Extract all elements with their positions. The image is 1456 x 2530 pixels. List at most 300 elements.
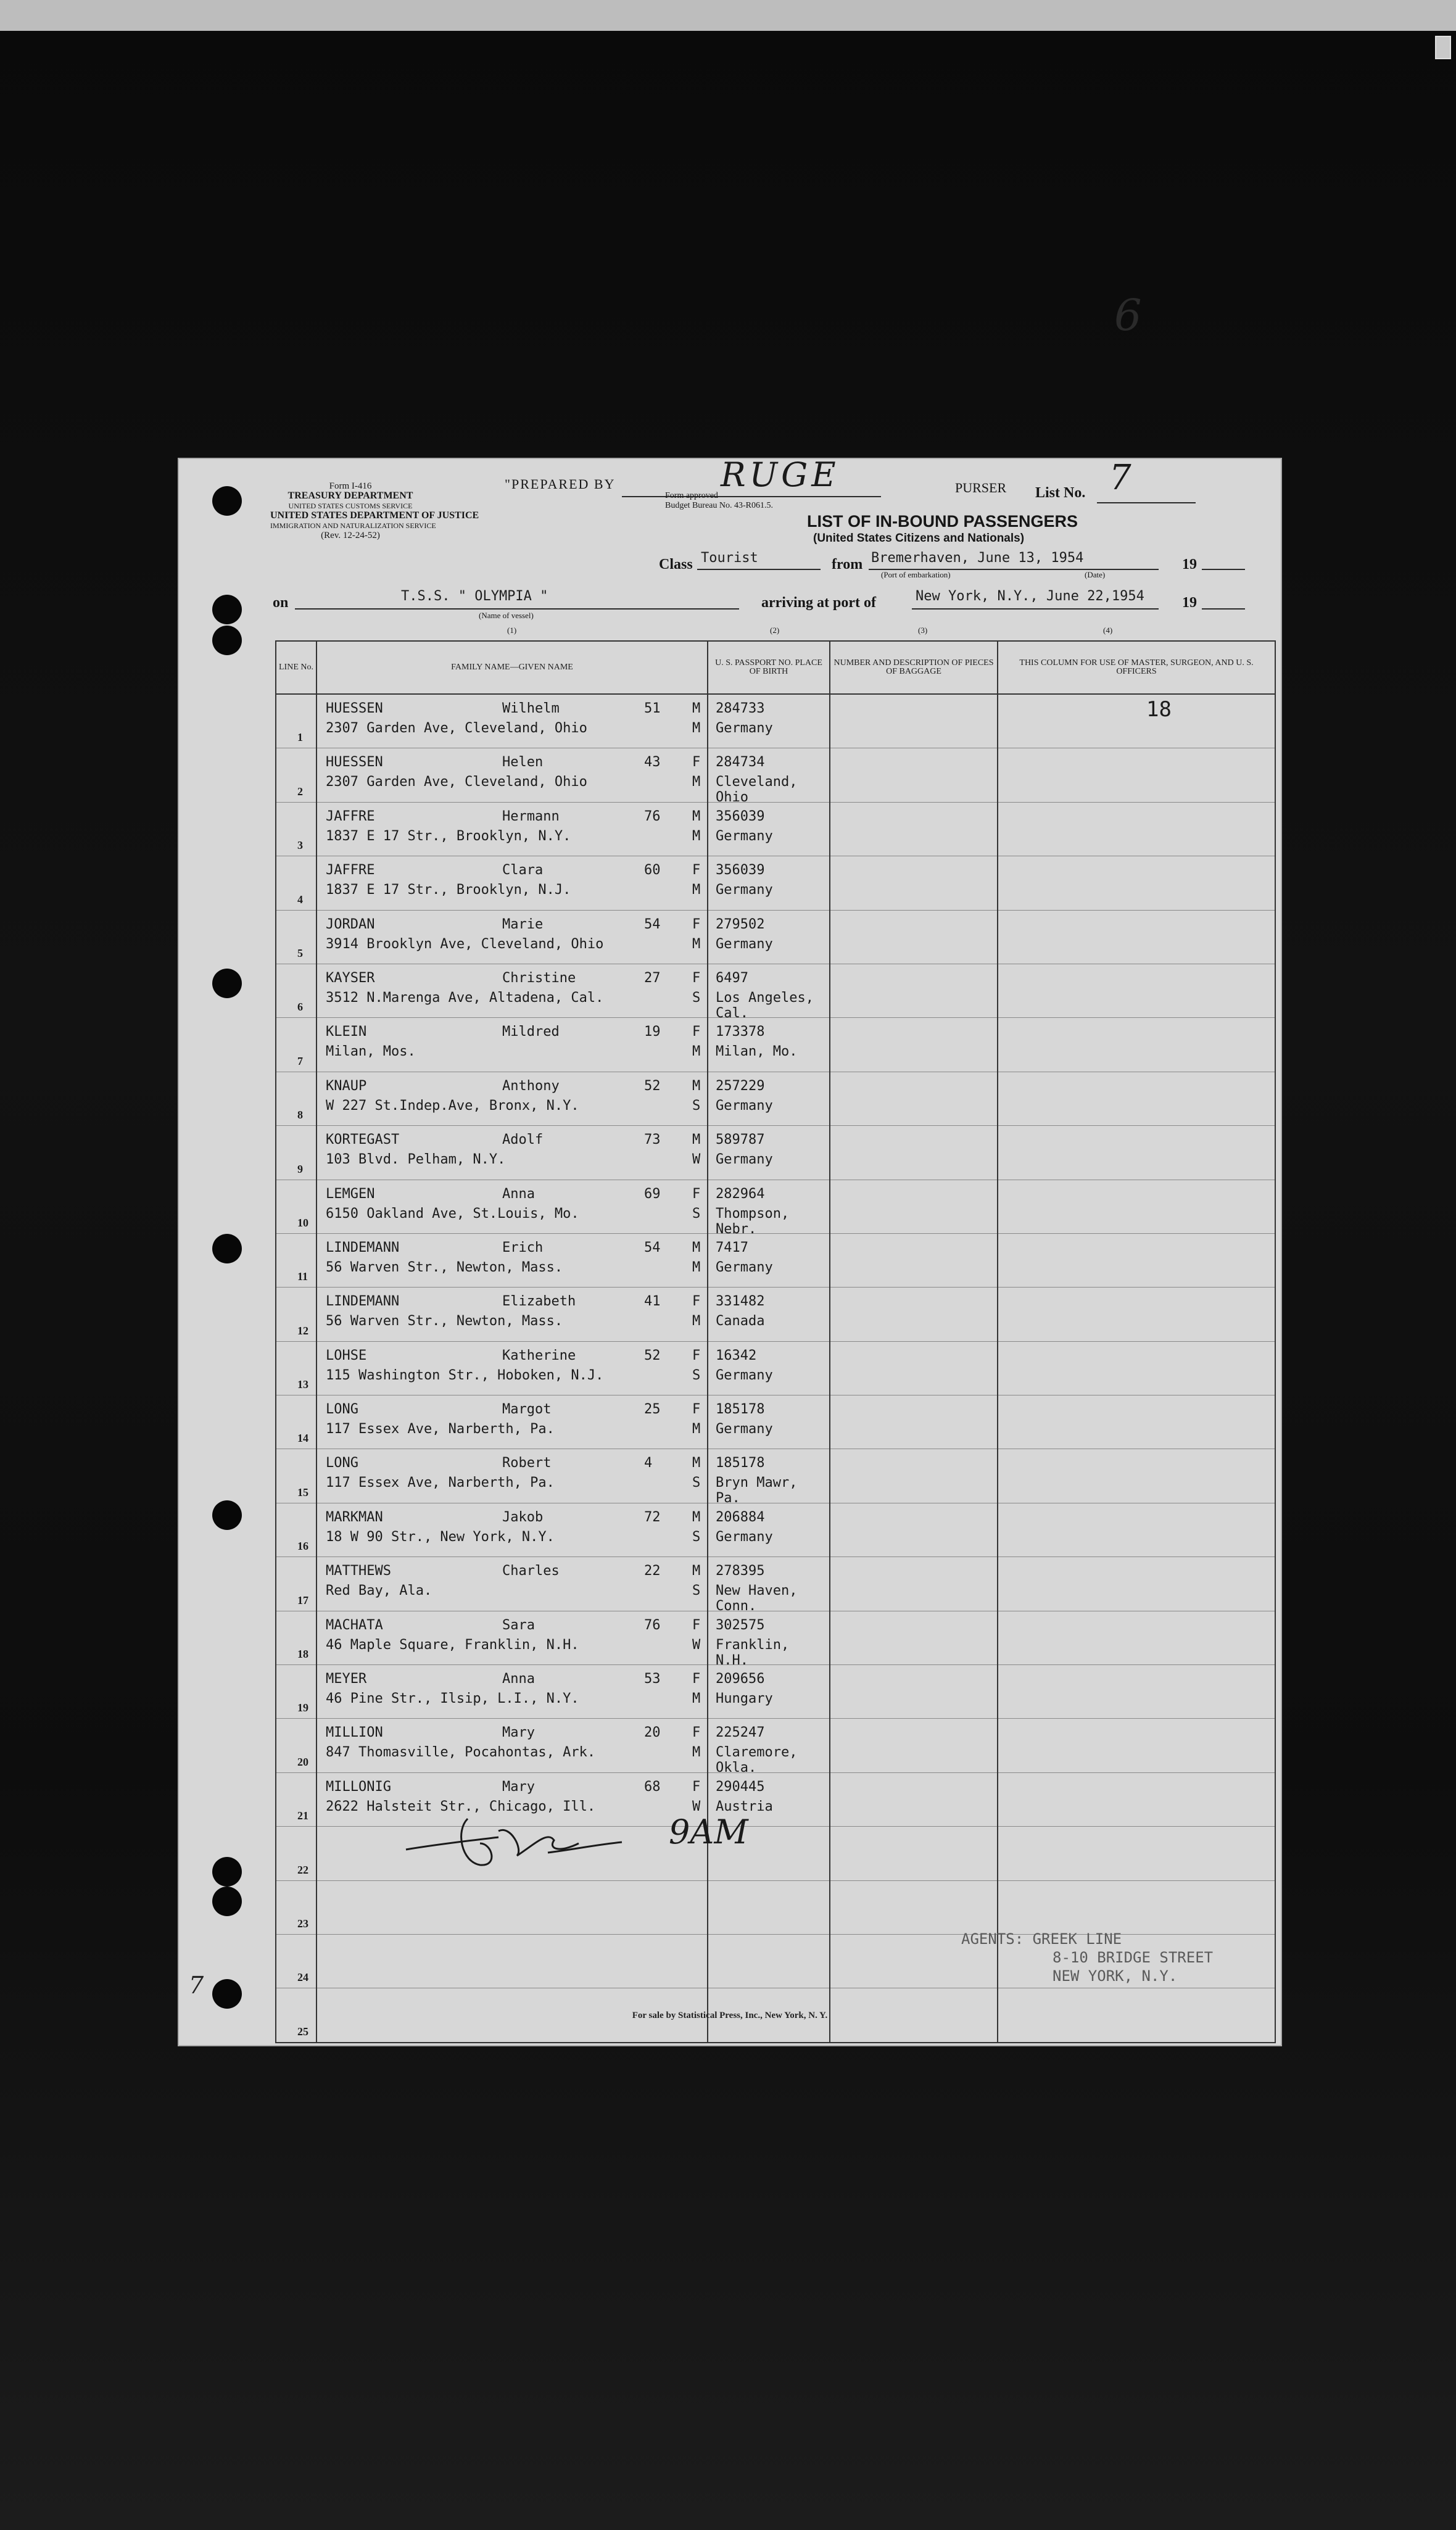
header-line-no: LINE No. [276,641,316,694]
passport-number: 173378 [716,1024,765,1040]
header-baggage: NUMBER AND DESCRIPTION OF PIECES OF BAGGAGE [830,641,998,694]
passport-cell [708,964,830,1021]
passport-cell [708,1018,830,1072]
line-number: 20 [297,1755,308,1768]
form-subtitle: (United States Citizens and Nationals) [813,532,1025,545]
name-cell [316,1449,708,1503]
from-value: Bremerhaven, June 13, 1954 [871,550,1084,566]
binder-hole [212,1500,242,1530]
line-number-cell [276,1665,316,1719]
line-number: 7 [297,1054,303,1067]
name-cell [316,1341,708,1395]
name-cell [316,1557,708,1611]
port-embarkation-caption: (Port of embarkation) [881,570,951,579]
age: 60 [644,862,661,878]
baggage-cell [830,694,998,748]
arrival-year-prefix: 19 [1182,595,1197,611]
age: 52 [644,1347,661,1363]
passport-cell [708,1395,830,1449]
table-row [276,1233,1275,1287]
column-3-caption: (3) [918,626,928,635]
line-number: 14 [297,1432,308,1445]
passport-cell [708,1288,830,1341]
baggage-cell [830,964,998,1017]
line-number-cell [276,1611,316,1664]
passport-cell [708,910,830,964]
justice-label: UNITED STATES DEPARTMENT OF JUSTICE [270,510,479,521]
passport-number: 278395 [716,1563,765,1579]
binder-hole [212,1887,242,1916]
place-of-birth: Bryn Mawr, Pa. [716,1475,798,1507]
line-number: 21 [297,1809,308,1822]
name-cell [316,1018,708,1072]
place-of-birth: Germany [716,882,773,898]
arriving-value: New York, N.Y., June 22,1954 [916,589,1144,604]
line-number: 8 [297,1109,303,1122]
form-title: LIST OF IN-BOUND PASSENGERS [807,512,1078,531]
header-name: FAMILY NAME—GIVEN NAME [316,641,708,694]
passport-cell [708,1557,830,1614]
table-header-row [276,641,1275,694]
officer-cell [998,1557,1275,1611]
officer-cell [998,1827,1275,1880]
line-number: 5 [297,946,303,959]
given-name: Charles [502,1563,560,1579]
name-cell [316,1126,708,1180]
age: 27 [644,970,661,986]
baggage-cell [830,1772,998,1826]
officer-cell [998,1503,1275,1556]
address: 56 Warven Str., Newton, Mass. [326,1259,563,1275]
table-row [276,694,1275,748]
age: 73 [644,1132,661,1148]
given-name: Mary [502,1725,535,1741]
name-cell [316,1072,708,1125]
table-row [276,1557,1275,1611]
family-name: JAFFRE [326,808,375,824]
form-number: Form I-416 [329,481,372,491]
age: 53 [644,1671,661,1687]
officer-cell [998,1072,1275,1125]
binder-hole [212,1979,242,2009]
class-value: Tourist [701,550,758,566]
table-row [276,1395,1275,1449]
line-number: 19 [297,1701,308,1714]
baggage-cell [830,1665,998,1719]
table-row [276,748,1275,802]
given-name: Anthony [502,1078,560,1094]
scan-corner-tab [1435,36,1451,59]
address: 103 Blvd. Pelham, N.Y. [326,1152,506,1168]
table-row [276,964,1275,1017]
passport-cell [708,1611,830,1668]
stray-handwritten-mark: 6 [1114,290,1142,341]
baggage-cell [830,1880,998,1934]
vessel-line [295,608,739,610]
sex: F [692,1186,701,1202]
line-number-cell [276,964,316,1017]
arriving-line [912,608,1159,610]
officer-cell [998,802,1275,856]
passport-cell [708,802,830,856]
sex: F [692,1402,701,1418]
address: 1837 E 17 Str., Brooklyn, N.J. [326,882,571,898]
marital-status: W [692,1152,701,1168]
marital-status: M [692,1691,701,1707]
line-number-cell [276,1126,316,1180]
name-cell [316,1180,708,1233]
given-name: Mildred [502,1024,560,1040]
binder-hole [212,486,242,516]
purser-signature: RUGE [721,458,840,494]
given-name: Margot [502,1402,552,1418]
line-number: 17 [297,1594,308,1606]
given-name: Jakob [502,1509,544,1525]
year-line [1202,569,1245,570]
family-name: LEMGEN [326,1186,375,1202]
list-number: 7 [1109,458,1131,498]
place-of-birth: Canada [716,1313,765,1329]
family-name: MARKMAN [326,1509,383,1525]
sex: F [692,1779,701,1795]
family-name: MEYER [326,1671,367,1687]
name-cell [316,1719,708,1772]
column-1-caption: (1) [507,626,517,635]
officer-cell [998,1719,1275,1772]
line-number-cell [276,1449,316,1503]
line-number-cell [276,1827,316,1880]
age: 76 [644,808,661,824]
from-label: from [832,556,863,573]
given-name: Sara [502,1617,535,1633]
officer-cell [998,1772,1275,1826]
binder-hole [212,969,242,998]
ins-label: IMMIGRATION AND NATURALIZATION SERVICE [270,521,436,530]
table-row [276,1180,1275,1233]
place-of-birth: Franklin, N.H. [716,1637,790,1668]
table-row [276,1072,1275,1125]
officer-cell [998,1233,1275,1287]
name-cell [316,1611,708,1664]
family-name: LONG [326,1402,358,1418]
line-number-cell [276,1772,316,1826]
age: 52 [644,1078,661,1094]
place-of-birth: New Haven, Conn. [716,1583,798,1614]
passport-cell [708,1233,830,1287]
vessel-name: T.S.S. " OLYMPIA " [401,589,548,604]
officer-note: 18 [1146,697,1172,722]
age: 41 [644,1294,661,1310]
sex: F [692,1617,701,1633]
family-name: LINDEMANN [326,1294,400,1310]
address: 6150 Oakland Ave, St.Louis, Mo. [326,1205,579,1222]
agency-header [270,481,479,540]
passport-number: 290445 [716,1779,765,1795]
sex: F [692,862,701,878]
family-name: KAYSER [326,970,375,986]
agents-stamp [961,1930,1213,1985]
table-row [276,1611,1275,1664]
given-name: Christine [502,970,576,986]
address: 46 Maple Square, Franklin, N.H. [326,1637,579,1653]
address: 117 Essex Ave, Narberth, Pa. [326,1475,555,1491]
treasury-label: TREASURY DEPARTMENT [287,490,413,501]
sex: F [692,1671,701,1687]
passport-number: 331482 [716,1294,765,1310]
address: 1837 E 17 Str., Brooklyn, N.Y. [326,828,571,844]
given-name: Elizabeth [502,1294,576,1310]
binder-hole [212,1857,242,1887]
sex: M [692,701,701,716]
sex: M [692,1132,701,1148]
officer-cell [998,1611,1275,1664]
line-number-cell [276,694,316,748]
given-name: Clara [502,862,544,878]
baggage-cell [830,1180,998,1233]
officer-cell [998,1449,1275,1503]
passport-number: 185178 [716,1402,765,1418]
age: 51 [644,701,661,716]
address: 2622 Halsteit Str., Chicago, Ill. [326,1798,596,1814]
place-of-birth: Germany [716,1421,773,1437]
line-number-cell [276,856,316,910]
line-number: 13 [297,1378,308,1391]
address: 2307 Garden Ave, Cleveland, Ohio [326,774,587,790]
table-row [276,1665,1275,1719]
marital-status: W [692,1637,701,1653]
marital-status: M [692,882,701,898]
officer-cell [998,1018,1275,1072]
handwritten-time: 9AM [669,1813,748,1851]
given-name: Anna [502,1186,535,1202]
table-row [276,1018,1275,1072]
officer-cell [998,748,1275,802]
address: Red Bay, Ala. [326,1583,432,1599]
passport-cell [708,1126,830,1180]
budget-bureau: Budget Bureau No. 43-R061.5. [665,501,773,510]
baggage-cell [830,802,998,856]
address: 18 W 90 Str., New York, N.Y. [326,1529,555,1545]
line-number-cell [276,910,316,964]
table-row [276,802,1275,856]
marital-status: M [692,1313,701,1329]
passport-number: 302575 [716,1617,765,1633]
binder-hole [212,626,242,655]
scan-top-edge [0,0,1456,31]
passport-cell [708,1665,830,1719]
given-name: Katherine [502,1347,576,1363]
age: 69 [644,1186,661,1202]
line-number-cell [276,1072,316,1125]
line-number: 9 [297,1162,303,1175]
purser-label: PURSER [955,480,1007,495]
family-name: MILLONIG [326,1779,391,1795]
marital-status: M [692,936,701,952]
margin-mark: 7 [189,1972,204,1999]
passport-cell [708,1449,830,1507]
family-name: HUESSEN [326,701,383,716]
marital-status: M [692,721,701,736]
marital-status: M [692,1044,701,1060]
baggage-cell [830,1557,998,1611]
printer-footer: For sale by Statistical Press, Inc., New York, N. Y. [632,2011,828,2020]
passport-number: 209656 [716,1671,765,1687]
passport-number: 6497 [716,970,748,986]
name-cell [316,964,708,1017]
address: 56 Warven Str., Newton, Mass. [326,1313,563,1329]
place-of-birth: Thompson, Nebr. [716,1205,790,1237]
name-cell [316,910,708,964]
place-of-birth: Germany [716,1259,773,1275]
baggage-cell [830,1288,998,1341]
line-number: 11 [297,1270,308,1283]
name-cell [316,1934,708,1988]
baggage-cell [830,1126,998,1180]
table-row [276,910,1275,964]
baggage-cell [830,910,998,964]
name-cell [316,1395,708,1449]
passport-cell [708,694,830,748]
marital-status: M [692,1745,701,1761]
officer-cell [998,1395,1275,1449]
age: 72 [644,1509,661,1525]
passport-number: 282964 [716,1186,765,1202]
baggage-cell [830,856,998,910]
passport-number: 185178 [716,1455,765,1471]
age: 54 [644,916,661,932]
address: Milan, Mos. [326,1044,416,1060]
passport-number: 225247 [716,1725,765,1741]
on-label: on [273,595,289,611]
name-cell [316,748,708,802]
age: 76 [644,1617,661,1633]
agents-line-3: NEW YORK, N.Y. [1053,1967,1178,1985]
sex: F [692,1725,701,1741]
marital-status: W [692,1798,701,1814]
family-name: HUESSEN [326,754,383,771]
line-number: 25 [297,2025,308,2038]
passport-cell [708,1934,830,1988]
name-cell [316,802,708,856]
baggage-cell [830,1395,998,1449]
family-name: MILLION [326,1725,383,1741]
passport-number: 7417 [716,1239,748,1255]
passport-number: 257229 [716,1078,765,1094]
arriving-label: arriving at port of [761,595,876,611]
address: 46 Pine Str., Ilsip, L.I., N.Y. [326,1691,579,1707]
age: 19 [644,1024,661,1040]
officer-cell [998,910,1275,964]
passport-number: 356039 [716,808,765,824]
sex: M [692,808,701,824]
table-row [276,856,1275,910]
given-name: Adolf [502,1132,544,1148]
line-number: 2 [297,785,303,798]
binder-hole [212,595,242,624]
age: 54 [644,1239,661,1255]
table-row [276,1503,1275,1556]
baggage-cell [830,1341,998,1395]
given-name: Anna [502,1671,535,1687]
line-number: 15 [297,1486,308,1499]
passport-number: 589787 [716,1132,765,1148]
table-row [276,1449,1275,1503]
place-of-birth: Los Angeles, Cal. [716,990,814,1021]
family-name: LOHSE [326,1347,367,1363]
passport-number: 356039 [716,862,765,878]
baggage-cell [830,1827,998,1880]
line-number: 22 [297,1863,308,1876]
address: 115 Washington Str., Hoboken, N.J. [326,1367,604,1383]
family-name: LINDEMANN [326,1239,400,1255]
sex: F [692,754,701,771]
line-number: 23 [297,1917,308,1930]
officer-cell [998,1665,1275,1719]
purser-line [622,496,881,497]
binder-hole [212,1234,242,1263]
line-number-cell [276,1934,316,1988]
family-name: LONG [326,1455,358,1471]
place-of-birth: Germany [716,1152,773,1168]
family-name: KNAUP [326,1078,367,1094]
table-row [276,1880,1275,1934]
prepared-by-label: "PREPARED BY [505,476,616,492]
sex: F [692,916,701,932]
handwritten-signature [394,1806,628,1874]
sex: M [692,1509,701,1525]
revision-label: (Rev. 12-24-52) [321,531,380,540]
table-row [276,1719,1275,1772]
marital-status: S [692,990,701,1006]
marital-status: M [692,828,701,844]
baggage-cell [830,1449,998,1503]
sex: M [692,1239,701,1255]
sex: M [692,1078,701,1094]
passport-cell [708,1072,830,1125]
place-of-birth: Claremore, Okla. [716,1745,798,1776]
address: 3914 Brooklyn Ave, Cleveland, Ohio [326,936,604,952]
name-cell [316,1233,708,1287]
name-cell [316,856,708,910]
passport-cell [708,1880,830,1934]
officer-cell [998,1880,1275,1934]
family-name: KORTEGAST [326,1132,400,1148]
table-row [276,1126,1275,1180]
line-number: 24 [297,1971,308,1984]
line-number: 12 [297,1324,308,1337]
given-name: Mary [502,1779,535,1795]
marital-status: S [692,1098,701,1114]
column-2-caption: (2) [770,626,780,635]
officer-cell [998,1341,1275,1395]
line-number: 6 [297,1001,303,1014]
agents-line-1: AGENTS: GREEK LINE [961,1930,1122,1948]
given-name: Robert [502,1455,552,1471]
address: 117 Essex Ave, Narberth, Pa. [326,1421,555,1437]
address: W 227 St.Indep.Ave, Bronx, N.Y. [326,1098,579,1114]
family-name: MACHATA [326,1617,383,1633]
given-name: Wilhelm [502,701,560,716]
officer-cell [998,1288,1275,1341]
date-caption: (Date) [1085,570,1106,579]
agents-line-2: 8-10 BRIDGE STREET [1053,1949,1214,1966]
place-of-birth: Germany [716,1529,773,1545]
line-number-cell [276,1341,316,1395]
line-number: 10 [297,1216,308,1229]
place-of-birth: Milan, Mo. [716,1044,798,1060]
header-officers: THIS COLUMN FOR USE OF MASTER, SURGEON, AND U. S. OFFICERS [998,641,1275,694]
marital-status: M [692,774,701,790]
